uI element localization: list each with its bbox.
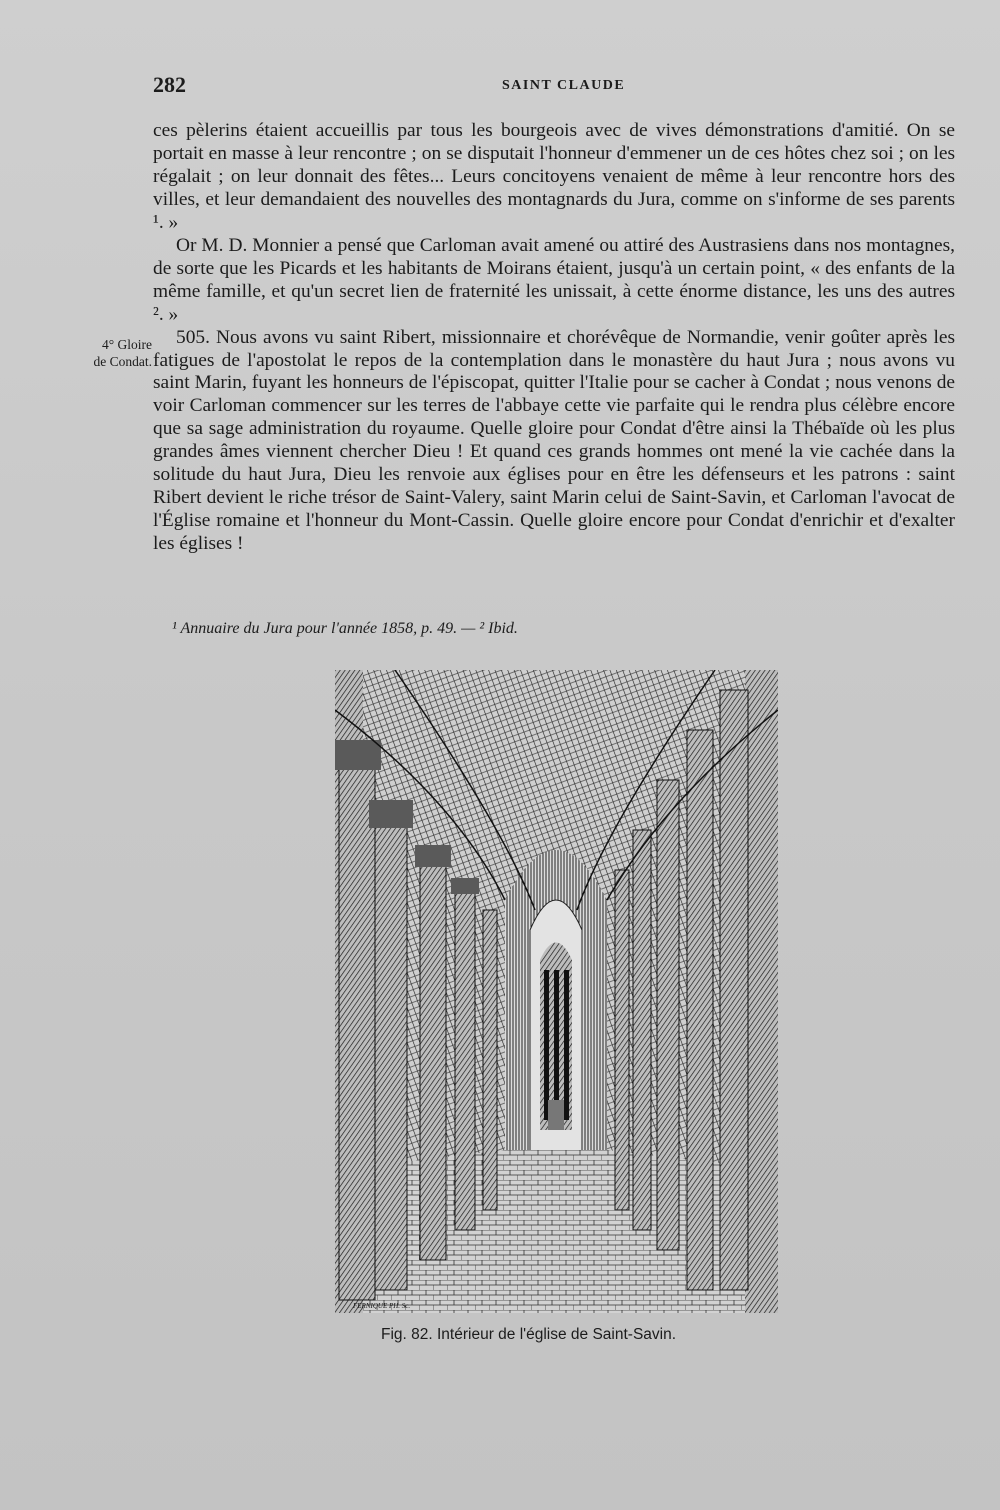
body-text	[153, 120, 955, 556]
figure-caption: Fig. 82. Intérieur de l'église de Saint-Savin.	[381, 1326, 677, 1343]
margin-note	[46, 336, 152, 370]
paragraph-2: Or M. D. Monnier a pensé que Carloman avait amené ou attiré des Austrasiens dans nos montagnes, de sorte que les Picards et les habitants de Moirans étaient, jusqu'à un certain point, « des enfants de la même famille, et qu'un secret lien de fraternité les unissait, à cette énorme distance, les uns des autres ². »	[153, 234, 955, 325]
footnote: ¹ Annuaire du Jura pour l'année 1858, p. 49. — ² Ibid.	[172, 620, 518, 637]
page-header	[153, 72, 753, 102]
paragraph-1: ces pèlerins étaient accueillis par tous les bourgeois avec de vives démonstrations d'amitié. On se portait en masse à leur rencontre ; on se disputait l'honneur d'emmener un de ces hôtes chez soi ; on les régalait ; on leur donnait des fêtes... Leurs concitoyens venaient de même à leur rencontre hors des villes, et leur demandaient des nouvelles des montagnards du Jura, comme on s'informe de ses parents ¹. »	[153, 120, 955, 233]
margin-note-line-2: de Condat.	[93, 354, 152, 369]
paragraph-3: 505. Nous avons vu saint Ribert, missionnaire et chorévêque de Normandie, venir goûter après les fatigues de l'apostolat le repos de la contemplation dans le monastère du haut Jura ; nous avons vu saint Marin, fuyant les honneurs de l'épiscopat, quitter l'Italie pour se cacher à Condat ; nous venons de voir Carloman commencer sur les terres de l'abbaye cette vie parfaite qui le rendra plus célèbre encore que sa sage administration du royaume. Quelle gloire pour Condat d'être ainsi la Thébaïde où les plus grandes âmes viennent chercher Dieu ! Et quand ces grands hommes ont mené la vie cachée dans la solitude du haut Jura, Dieu les renvoie aux églises pour en être les défenseurs et les patrons : saint Ribert devient le riche trésor de Saint-Valery, saint Marin celui de Saint-Savin, et Carloman l'avocat de l'Église romaine et l'honneur du Mont-Cassin. Quelle gloire encore pour Condat d'enrichir et d'exalter les églises !	[153, 326, 955, 555]
engraving-figure	[335, 670, 778, 1313]
page-number: 282	[153, 72, 186, 97]
margin-note-line-1: 4° Gloire	[101, 337, 152, 352]
church-interior-illustration	[335, 670, 778, 1313]
engraver-signature: FERNIQUE PH. Sc.	[353, 1302, 411, 1310]
running-head: SAINT CLAUDE	[502, 78, 626, 93]
